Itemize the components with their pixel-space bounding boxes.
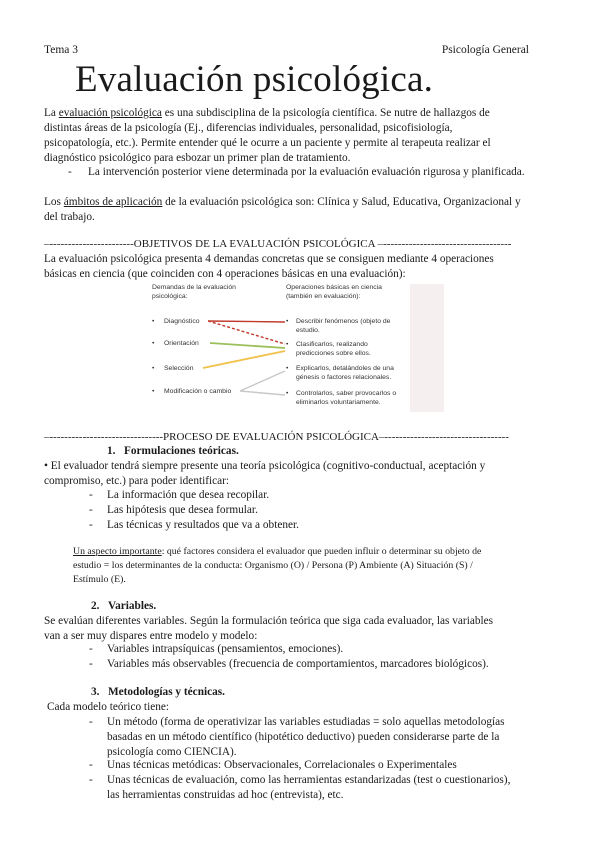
operation-clasificar-2: predicciones sobre ellos. bbox=[296, 350, 371, 357]
s3-bullet-3: - Unas técnicas de evaluación, como las herramientas estandarizadas (test o cuestionarios), las herramientas construidas ad hoc (entrevista), etc. bbox=[89, 774, 511, 801]
header-topic: Tema 3 bbox=[44, 44, 79, 56]
s1-bullet-2: - Las hipótesis que desea formular. bbox=[89, 504, 258, 516]
evaluacion-link[interactable]: evaluación psicológica bbox=[58, 107, 162, 119]
demand-bullet: • bbox=[152, 340, 155, 347]
section-3-intro: Cada modelo teórico tiene: bbox=[47, 701, 170, 713]
operation-describir-1: Describir fenómenos (objeto de bbox=[296, 318, 391, 325]
operation-explicar-1: Explicarlos, detalándoles de una bbox=[296, 365, 394, 372]
demand-bullet: • bbox=[152, 318, 155, 325]
connector-diagnostico-describir bbox=[208, 321, 285, 322]
operation-bullet: • bbox=[286, 365, 289, 372]
intro-line-4: diagnóstico psicológico para esbozar un primer plan de tratamiento. bbox=[44, 152, 351, 164]
s2-bullet-2: - Variables más observables (frecuencia de comportamientos, marcadores biológicos). bbox=[89, 658, 489, 670]
intro-line-3: psicopatología, etc.). Permite entender qué le ocurre a un paciente y permite al terapeuta realizar el bbox=[44, 137, 491, 149]
section-3-heading: 3. Metodologías y técnicas. bbox=[91, 686, 225, 698]
operation-bullet: • bbox=[286, 318, 289, 325]
aspecto-importante-paragraph: Un aspecto importante: qué factores considera el evaluador que pueden influir o determinar su objeto de estudio = los determinantes de la conducta: Organismo (O) / Persona (P) Ambiente (A) Situación (S) / Estímulo (E). bbox=[73, 546, 482, 585]
intro-bullet: - La intervención posterior viene determinada por la evaluación evaluación rigurosa y planificada. bbox=[68, 166, 525, 178]
operation-explicar-2: génesis o factores relacionales. bbox=[296, 374, 392, 381]
operation-controlar-2: eliminarlos voluntariamente. bbox=[296, 399, 381, 406]
right-header-1: Operaciones básicas en ciencia bbox=[286, 284, 382, 291]
s1-bullet-1: - La información que desea recopilar. bbox=[89, 489, 270, 501]
connector-seleccion-clasificar bbox=[203, 351, 285, 368]
operation-bullet: • bbox=[286, 341, 289, 348]
section-1-heading: 1. Formulaciones teóricas. bbox=[107, 445, 239, 457]
operation-bullet: • bbox=[286, 390, 289, 397]
connector-orientacion-clasificar bbox=[210, 343, 285, 348]
left-header-1: Demandas de la evaluación bbox=[152, 284, 236, 291]
s2-bullet-1: - Variables intrapsíquicas (pensamientos, emociones). bbox=[89, 643, 344, 655]
intro-line-1: La evaluación psicológica es una subdisciplina de la psicología científica. Se nutre de hallazgos de bbox=[44, 107, 490, 119]
section-2-paragraph: Se evalúan diferentes variables. Según la formulación teórica que siga cada evaluador, las variables van a ser muy dispares entre modelo y modelo: bbox=[44, 615, 494, 642]
objetivos-paragraph: La evaluación psicológica presenta 4 demandas concretas que se consiguen mediante 4 operaciones básicas en ciencia (que coinciden con 4 operaciones básicas en una evaluación): bbox=[44, 253, 494, 280]
proceso-heading: –-------------------------------PROCESO DE EVALUACIÓN PSICOLÓGICA–---------------------------------- bbox=[44, 431, 509, 443]
operation-clasificar-1: Clasificarlos, realizando bbox=[296, 341, 368, 348]
s1-bullet-3: - Las técnicas y resultados que va a obtener. bbox=[89, 519, 299, 531]
demand-bullet: • bbox=[152, 388, 155, 395]
operation-controlar-1: Controlarlos, saber provocarlos o bbox=[296, 390, 397, 397]
s3-bullet-2: - Unas técnicas metódicas: Observacionales, Correlacionales o Experimentales bbox=[89, 759, 457, 771]
demand-modificacion: Modificación o cambio bbox=[164, 388, 232, 395]
section-2-heading: 2. Variables. bbox=[91, 600, 157, 612]
left-header-2: psicológica: bbox=[152, 293, 188, 300]
connector-modificacion-explicar bbox=[240, 371, 285, 391]
demand-seleccion: Selección bbox=[164, 365, 194, 372]
ambitos-link[interactable]: ámbitos de aplicación bbox=[63, 196, 163, 208]
aspecto-importante-label: Un aspecto importante bbox=[73, 546, 162, 557]
demandas-operaciones-diagram bbox=[148, 282, 444, 414]
ambitos-paragraph: Los ámbitos de aplicación de la evaluación psicológica son: Clínica y Salud, Educativa, Organizacional y del trabajo. bbox=[44, 196, 521, 223]
intro-line-2: distintas áreas de la psicología (Ej., diferencias individuales, personalidad, psicofisiología, bbox=[44, 122, 453, 134]
connector-diagnostico-clasificar bbox=[208, 321, 285, 344]
page-title: Evaluación psicológica. bbox=[75, 59, 434, 100]
section-1-paragraph: • El evaluador tendrá siempre presente una teoría psicológica (cognitivo-conductual, aceptación y compromiso, etc.) para poder identificar: bbox=[44, 460, 486, 487]
demand-orientacion: Orientación bbox=[164, 340, 199, 347]
operation-describir-2: estudio. bbox=[296, 327, 320, 334]
header-subject: Psicología General bbox=[441, 44, 529, 56]
right-header-2: (también en evaluación): bbox=[286, 293, 361, 300]
demand-bullet: • bbox=[152, 365, 155, 372]
diagram-watermark bbox=[410, 284, 444, 412]
connector-modificacion-controlar bbox=[240, 391, 285, 395]
objetivos-heading: –-----------------------OBJETIVOS DE LA EVALUACIÓN PSICOLÓGICA –----------------------------------- bbox=[44, 238, 512, 250]
demand-diagnostico: Diagnóstico bbox=[164, 318, 200, 325]
s3-bullet-1: - Un método (forma de operativizar las variables estudiadas = solo aquellas metodologías basadas en un método científico (hipotético deductivo) pueden considerarse parte de la psicología como CIENCIA). bbox=[89, 716, 505, 758]
intro-paragraph bbox=[44, 106, 564, 166]
